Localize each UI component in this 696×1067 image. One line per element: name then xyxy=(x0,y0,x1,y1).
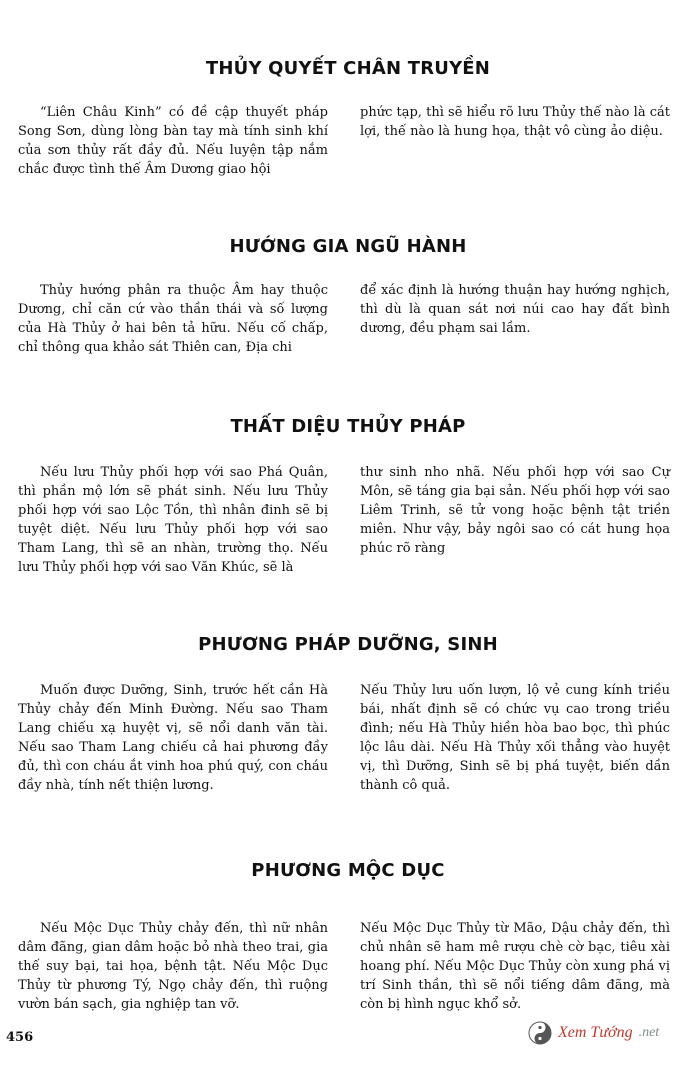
watermark xyxy=(528,1018,659,1048)
section-text-left: Nếu lưu Thủy phối hợp với sao Phá Quân, thì phần mộ lớn sẽ phát sinh. Nếu lưu Thủy phối hợp với sao Lộc Tồn, thì nhân đinh sẽ bị tuyệt diệt. Nếu lưu Thủy phối hợp với sao Tham Lang, thì sẽ an nhàn, trường thọ. Nếu lưu Thủy phối hợp với sao Văn Khúc, sẽ là xyxy=(18,465,328,575)
section-text-right: phức tạp, thì sẽ hiểu rõ lưu Thủy thế nào là cát lợi, thế nào là hung họa, thật vô cùng ảo diệu. xyxy=(360,105,670,139)
section-title: HƯỚNG GIA NGŨ HÀNH xyxy=(229,236,467,257)
section-duong-sinh xyxy=(0,634,696,793)
section-text-right: Nếu Thủy lưu uốn lượn, lộ vẻ cung kính triều bái, nhất định sẽ có chức vụ cao trong triều đình; nếu Hà Thủy hiền hòa bao bọc, thì phúc lộc lâu dài. Nếu Hà Thủy xối thẳng vào huyệt vị, thì Dưỡng, Sinh sẽ bị phá tuyệt, biến dần thành cô quả. xyxy=(360,683,670,793)
section-title: PHƯƠNG MỘC DỤC xyxy=(251,860,445,881)
section-huong-gia xyxy=(0,236,696,355)
section-title: PHƯƠNG PHÁP DƯỠNG, SINH xyxy=(198,634,498,655)
section-title: THỦY QUYẾT CHÂN TRUYỀN xyxy=(205,58,491,79)
section-text-right: Nếu Mộc Dục Thủy từ Mão, Dậu chảy đến, thì chủ nhân sẽ ham mê rượu chè cờ bạc, tiêu xài hoang phí. Nếu Mộc Dục Thủy còn xung phá vị trí Sinh thần, thì sẽ nổi tiếng dâm đãng, mà còn bị hình ngục khổ sở. xyxy=(360,921,670,1012)
watermark-brand: Xem Tướng xyxy=(558,1024,633,1041)
page-number: 456 xyxy=(6,1030,34,1045)
section-text-right: để xác định là hướng thuận hay hướng nghịch, thì dù là quan sát nơi núi cao hay đất bình dương, đều phạm sai lầm. xyxy=(360,283,670,336)
section-text-left: Muốn được Dưỡng, Sinh, trước hết cần Hà Thủy chảy đến Minh Đường. Nếu sao Tham Lang chiếu xạ huyệt vị, sẽ nổi danh văn tài. Nếu sao Tham Lang chiếu cả hai phương đầy đủ, thì con cháu ắt vinh hoa phú quý, con cháu đầy nhà, tính nết thiện lương. xyxy=(18,683,328,793)
section-text-left: Thủy hướng phân ra thuộc Âm hay thuộc Dương, chỉ căn cứ vào thần thái và số lượng của Hà Thủy ở hai bên tả hữu. Nếu cố chấp, chỉ thông qua khảo sát Thiên can, Địa chi xyxy=(18,283,328,355)
section-text-left: “Liên Châu Kinh” có đề cập thuyết pháp Song Sơn, dùng lòng bàn tay mà tính sinh khí của sơn thủy rất đầy đủ. Nếu luyện tập nắm chắc được tình thế Âm Dương giao hội xyxy=(18,105,328,177)
section-text-left: Nếu Mộc Dục Thủy chảy đến, thì nữ nhân dâm đãng, gian dâm hoặc bỏ nhà theo trai, gia thế suy bại, tai họa, bệnh tật. Nếu Mộc Dục Thủy từ phương Tý, Ngọ chảy đến, thì ruộng vườn bán sạch, gia nghiệp tan vỡ. xyxy=(18,921,328,1012)
section-that-dieu xyxy=(0,416,696,575)
watermark-suffix: .net xyxy=(638,1025,660,1040)
section-moc-duc xyxy=(0,860,696,1012)
section-thuy-quyet xyxy=(0,58,696,177)
section-title: THẤT DIỆU THỦY PHÁP xyxy=(230,416,466,437)
yin-yang-icon xyxy=(528,1021,552,1045)
section-text-right: thư sinh nho nhã. Nếu phối hợp với sao Cự Môn, sẽ táng gia bại sản. Nếu phối hợp với sao Liêm Trinh, sẽ tử vong hoặc bệnh tật triền miên. Như vậy, bảy ngôi sao có cát hung họa phúc rõ ràng xyxy=(360,465,670,556)
